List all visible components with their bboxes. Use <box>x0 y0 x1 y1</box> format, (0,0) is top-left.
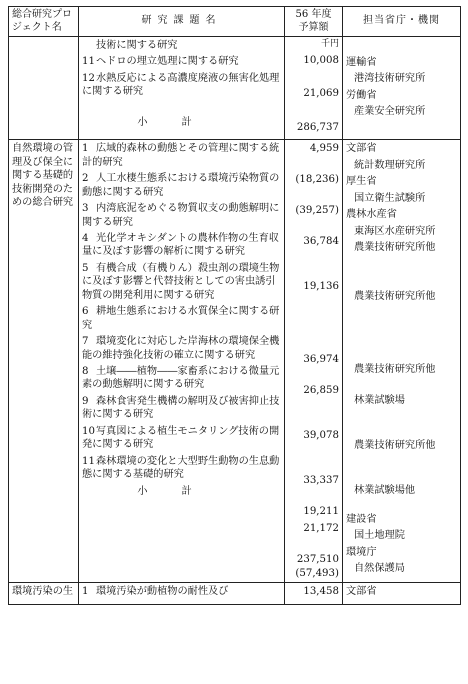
block2-amounts <box>285 140 343 583</box>
item-title: 森林環境の変化と大型野生動物の生息動態に関する基礎的研究 <box>82 455 280 481</box>
item-title: 森林食害発生機構の解明及び被害抑止技術に関する研究 <box>82 395 280 421</box>
institute: 農業技術研究所他 <box>354 290 436 302</box>
list-item <box>82 305 281 332</box>
block3-amounts <box>285 583 343 604</box>
list-item <box>82 172 281 199</box>
agency: 運輸省 <box>346 57 377 68</box>
institute: 統計数理研究所 <box>354 159 426 171</box>
subtotal-amount: 286,737 <box>296 121 339 133</box>
item-number: 1 <box>82 586 89 598</box>
agency: 労働省 <box>346 89 377 101</box>
item-number: 3 <box>82 203 89 215</box>
item-number: 6 <box>82 306 89 318</box>
item-number: 10 <box>82 425 95 437</box>
amount: 26,859 <box>303 385 339 397</box>
agency: 農林水産省 <box>346 209 397 221</box>
list-item <box>82 585 281 598</box>
agency: 文部省 <box>346 143 377 155</box>
institute: 産業安全研究所 <box>354 106 426 118</box>
block3-orgs <box>343 583 461 604</box>
amount: 21,172 <box>303 523 339 535</box>
header-project: 総合研究プロジェクト名 <box>9 7 79 37</box>
amount: 36,784 <box>303 236 339 248</box>
subtotal-label: 小計 <box>137 485 226 497</box>
item-number: 11 <box>82 56 95 68</box>
agency: 建設省 <box>346 513 377 525</box>
subtotal-amount: 237,510 <box>296 554 339 566</box>
item-title: 光化学オキシダントの農林作物の生育収量に及ぼす影響の解析に関する研究 <box>82 232 279 258</box>
header-budget: 56 年度 予算額 <box>285 7 343 37</box>
list-item <box>82 232 281 259</box>
agency: 文部省 <box>346 586 377 598</box>
unit-label: 千円 <box>320 39 339 49</box>
amount: 10,008 <box>303 54 339 66</box>
item-title: 内湾底泥をめぐる物質収支の動態解明に関する研究 <box>82 203 280 228</box>
item-title: 土壌――植物――家畜系における微量元素の動態解明に関する研究 <box>82 366 280 391</box>
item-title: 環境変化に対応した岸海林の環境保全機能の維持強化技術の確立に関する研究 <box>82 336 280 361</box>
item-number: 4 <box>82 232 89 244</box>
agency: 厚生省 <box>346 176 377 188</box>
institute: 自然保護局 <box>354 563 405 575</box>
amount: (18,236) <box>295 174 339 186</box>
header-title: 研究課題名 <box>79 7 285 37</box>
amount: (39,257) <box>295 205 339 217</box>
item-title: ヘドロの埋立処理に関する研究 <box>96 56 239 68</box>
item-number: 12 <box>82 72 95 84</box>
block1-items <box>79 37 285 140</box>
block2-orgs <box>343 140 461 583</box>
list-item <box>82 55 281 68</box>
item-title: 技術に関する研究 <box>96 40 178 51</box>
institute: 国土地理院 <box>354 530 405 542</box>
institute: 農業技術研究所他 <box>354 363 436 375</box>
block1-category <box>9 37 79 140</box>
item-title: 写真図による植生モニタリング技術の開発に関する研究 <box>82 425 280 451</box>
amount: 21,069 <box>303 88 339 100</box>
item-number: 7 <box>82 336 89 348</box>
institute: 林業試験場 <box>354 394 405 406</box>
amount: 4,959 <box>309 143 339 155</box>
amount: 39,078 <box>303 430 339 442</box>
block3-row <box>9 583 461 604</box>
subtotal-amount-secondary: (57,493) <box>295 567 339 579</box>
subtotal-label: 小計 <box>137 116 226 128</box>
amount: 19,211 <box>303 506 339 518</box>
amount: 36,974 <box>303 354 339 366</box>
list-item <box>82 39 281 52</box>
institute: 東海区水産研究所 <box>354 225 436 237</box>
list-item <box>82 365 281 392</box>
list-item <box>82 425 281 452</box>
item-title: 広域的森林の動態とその管理に関する統計的研究 <box>82 143 280 168</box>
block3-category: 環境汚染の生 <box>9 583 79 604</box>
list-item <box>82 202 281 229</box>
list-item <box>82 72 281 99</box>
list-item <box>82 142 281 169</box>
item-number: 5 <box>82 262 89 274</box>
item-number: 11 <box>82 455 95 467</box>
item-title: 環境汚染が動植物の耐性及び <box>96 586 229 598</box>
amount: 19,136 <box>303 281 339 293</box>
item-number: 2 <box>82 173 89 185</box>
institute: 農業技術研究所他 <box>354 241 436 253</box>
block1-row <box>9 37 461 140</box>
item-number: 1 <box>82 143 89 155</box>
institute: 国立衛生試験所 <box>354 192 426 204</box>
item-number: 8 <box>82 366 89 378</box>
block3-items <box>79 583 285 604</box>
budget-table <box>8 6 461 605</box>
block1-orgs <box>343 37 461 140</box>
block2-row <box>9 140 461 583</box>
header-agency: 担当省庁・機関 <box>343 7 461 37</box>
item-title: 人工水棲生態系における環境汚染物質の動態に関する研究 <box>82 173 280 198</box>
list-item <box>82 395 281 422</box>
block1-amounts <box>285 37 343 140</box>
header-row <box>9 7 461 37</box>
list-item <box>82 262 281 302</box>
institute: 林業試験場他 <box>354 484 416 496</box>
institute: 農業技術研究所他 <box>354 439 436 451</box>
list-item <box>82 455 281 482</box>
block2-category: 自然環境の管理及び保全に関する基礎的技術開発のための総合研究 <box>9 140 79 583</box>
item-number: 9 <box>82 395 89 407</box>
item-title: 耕地生態系における水質保全に関する研究 <box>82 306 280 331</box>
agency: 環境庁 <box>346 546 377 558</box>
item-title: 有機合成（有機りん）殺虫剤の環境生物に及ぼす影響と代替技術としての害虫誘引物質の開発利用に関する研究 <box>82 262 280 301</box>
item-title: 水熱反応による高濃度廃液の無害化処理に関する研究 <box>82 72 280 98</box>
amount: 33,337 <box>303 475 339 487</box>
institute: 港湾技術研究所 <box>354 73 426 85</box>
block2-items <box>79 140 285 583</box>
amount: 13,458 <box>303 586 339 598</box>
list-item <box>82 335 281 362</box>
